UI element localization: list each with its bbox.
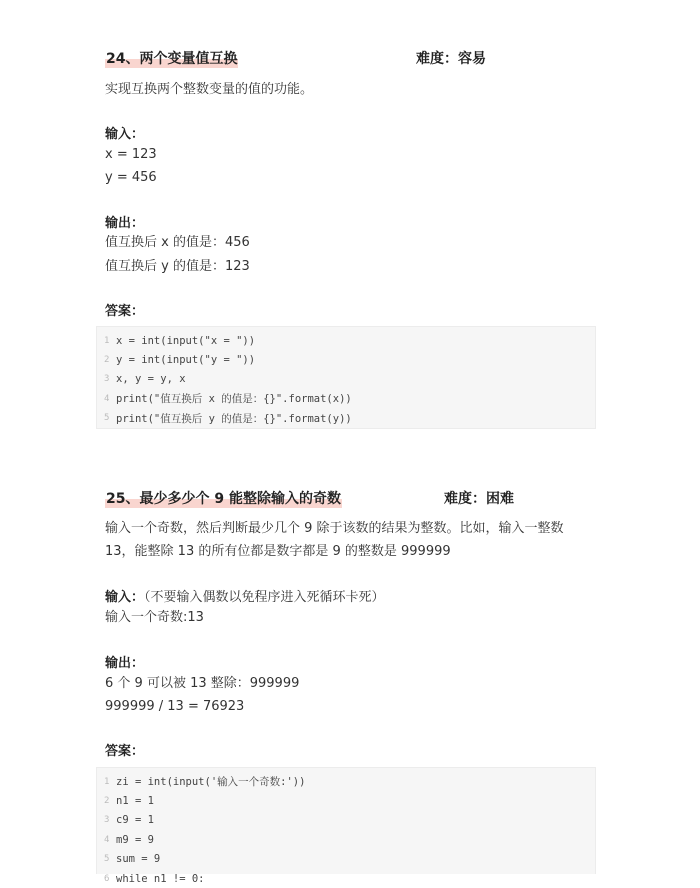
code-line (97, 830, 595, 849)
code-text: print("值互换后 x 的值是：{}".format(x)) (116, 393, 352, 406)
problem-24-output-heading: 输出： (105, 216, 145, 231)
problem-25-answer-heading: 答案： (105, 744, 145, 759)
problem-24-description: 实现互换两个整数变量的值的功能。 (105, 82, 314, 97)
problem-25-description-line-2: 13，能整除 13 的所有位都是数字都是 9 的整数是 999999 (105, 544, 451, 559)
line-number: 4 (104, 834, 110, 845)
code-line (97, 869, 595, 888)
line-number: 3 (104, 815, 110, 826)
problem-24-output-line-2: 值互换后 y 的值是：123 (105, 259, 250, 274)
problem-25-input-heading (105, 586, 385, 605)
code-line (97, 370, 595, 389)
line-number: 5 (104, 413, 110, 424)
line-number: 2 (104, 796, 110, 807)
code-text: while n1 != 0: (116, 872, 205, 885)
problem-25-difficulty: 难度：困难 (444, 491, 514, 507)
line-number: 2 (104, 355, 110, 366)
problem-24-code-block (96, 326, 596, 429)
code-text: sum = 9 (116, 853, 161, 866)
code-text: m9 = 9 (116, 833, 154, 846)
problem-25-title: 25、最少多少个 9 能整除输入的奇数 (105, 488, 342, 508)
problem-25-output-line-2: 999999 / 13 = 76923 (105, 699, 245, 714)
problem-24-title: 24、两个变量值互换 (105, 48, 238, 68)
problem-25-output-heading: 输出： (105, 656, 145, 671)
code-text: n1 = 1 (116, 795, 154, 808)
code-line (97, 389, 595, 408)
problem-25-code-block (96, 767, 596, 885)
line-number: 3 (104, 374, 110, 385)
problem-24-input-line-1: x = 123 (105, 147, 157, 162)
input-heading-label: 输入： (105, 590, 145, 605)
line-number: 1 (104, 776, 110, 787)
problem-24-input-line-2: y = 456 (105, 170, 157, 185)
code-line (97, 850, 595, 869)
code-line (97, 791, 595, 810)
line-number: 4 (104, 393, 110, 404)
code-text: y = int(input("y = ")) (116, 354, 256, 367)
code-line (97, 772, 595, 791)
problem-24-difficulty: 难度：容易 (416, 51, 486, 67)
problem-25-output-line-1: 6 个 9 可以被 13 整除：999999 (105, 676, 300, 691)
code-text: c9 = 1 (116, 814, 154, 827)
problem-24-input-heading: 输入： (105, 127, 145, 142)
problem-24-output-line-1: 值互换后 x 的值是：456 (105, 235, 250, 250)
problem-25-description-line-1: 输入一个奇数，然后判断最少几个 9 除于该数的结果为整数。比如，输入一整数 (105, 521, 564, 536)
code-text: x, y = y, x (116, 373, 186, 386)
code-text: print("值互换后 y 的值是：{}".format(y)) (116, 412, 352, 425)
problem-24-answer-heading: 答案： (105, 304, 145, 319)
code-line (97, 350, 595, 369)
line-number: 6 (104, 873, 110, 884)
code-line (97, 811, 595, 830)
code-line (97, 409, 595, 428)
line-number: 5 (104, 854, 110, 865)
code-text: x = int(input("x = ")) (116, 334, 256, 347)
problem-25-input-line-1: 输入一个奇数:13 (105, 610, 204, 625)
line-number: 1 (104, 335, 110, 346)
code-line (97, 331, 595, 350)
code-text: zi = int(input('输入一个奇数:')) (116, 776, 306, 789)
input-note: （不要输入偶数以免程序进入死循环卡死） (144, 590, 385, 605)
